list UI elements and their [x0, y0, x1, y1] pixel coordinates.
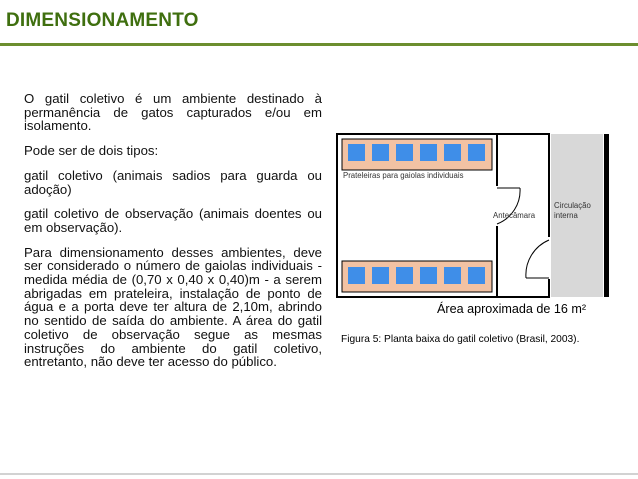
shelves-label: Prateleiras para gaiolas individuais [343, 171, 464, 180]
cage [468, 144, 485, 161]
title-underline [0, 43, 638, 46]
cage [444, 144, 461, 161]
paragraph-type-healthy: gatil coletivo (animais sadios para guarda ou adoção) [24, 167, 322, 197]
door-gap-corridor [546, 237, 551, 279]
outer-wall [604, 134, 609, 297]
circulation-label-line1: Circulação [554, 201, 591, 210]
bottom-divider [0, 473, 638, 475]
cage [468, 267, 485, 284]
cage [444, 267, 461, 284]
paragraph-dimensioning: Para dimensionamento desses ambientes, deve ser considerado o número de gaiolas individuais - medida média de (0,70 x 0,40 x 0,40)m - a serem abrigadas em prateleira, instalação de ponto de água e a porta deve ter altura de 2,10m, abrindo no sentido de saída do ambiente. A área do gatil coletivo de observação segue as mesmas instruções do ambiente do gatil coletivo, entretanto, não deve ter acesso do público. [24, 244, 322, 370]
cage [420, 144, 437, 161]
cage [372, 144, 389, 161]
cage [348, 267, 365, 284]
cage [420, 267, 437, 284]
antechamber-label: Antecâmara [493, 211, 536, 220]
body-text [24, 92, 322, 380]
page-title: DIMENSIONAMENTO [6, 10, 199, 31]
door-gap-room [495, 186, 500, 226]
figure-caption: Figura 5: Planta baixa do gatil coletivo (Brasil, 2003). [341, 334, 580, 345]
cage [348, 144, 365, 161]
cage [396, 144, 413, 161]
circulation-label-line2: interna [554, 211, 578, 220]
paragraph-intro: O gatil coletivo é um ambiente destinado à permanência de gatos capturados e/ou em isolamento. [24, 91, 322, 134]
paragraph-type-observation: gatil coletivo de observação (animais doentes ou em observação). [24, 206, 322, 235]
cage [372, 267, 389, 284]
area-label: Área aproximada de 16 m² [437, 302, 587, 316]
floor-plan-diagram [336, 132, 617, 300]
cage [396, 267, 413, 284]
paragraph-types: Pode ser de dois tipos: [24, 143, 159, 159]
